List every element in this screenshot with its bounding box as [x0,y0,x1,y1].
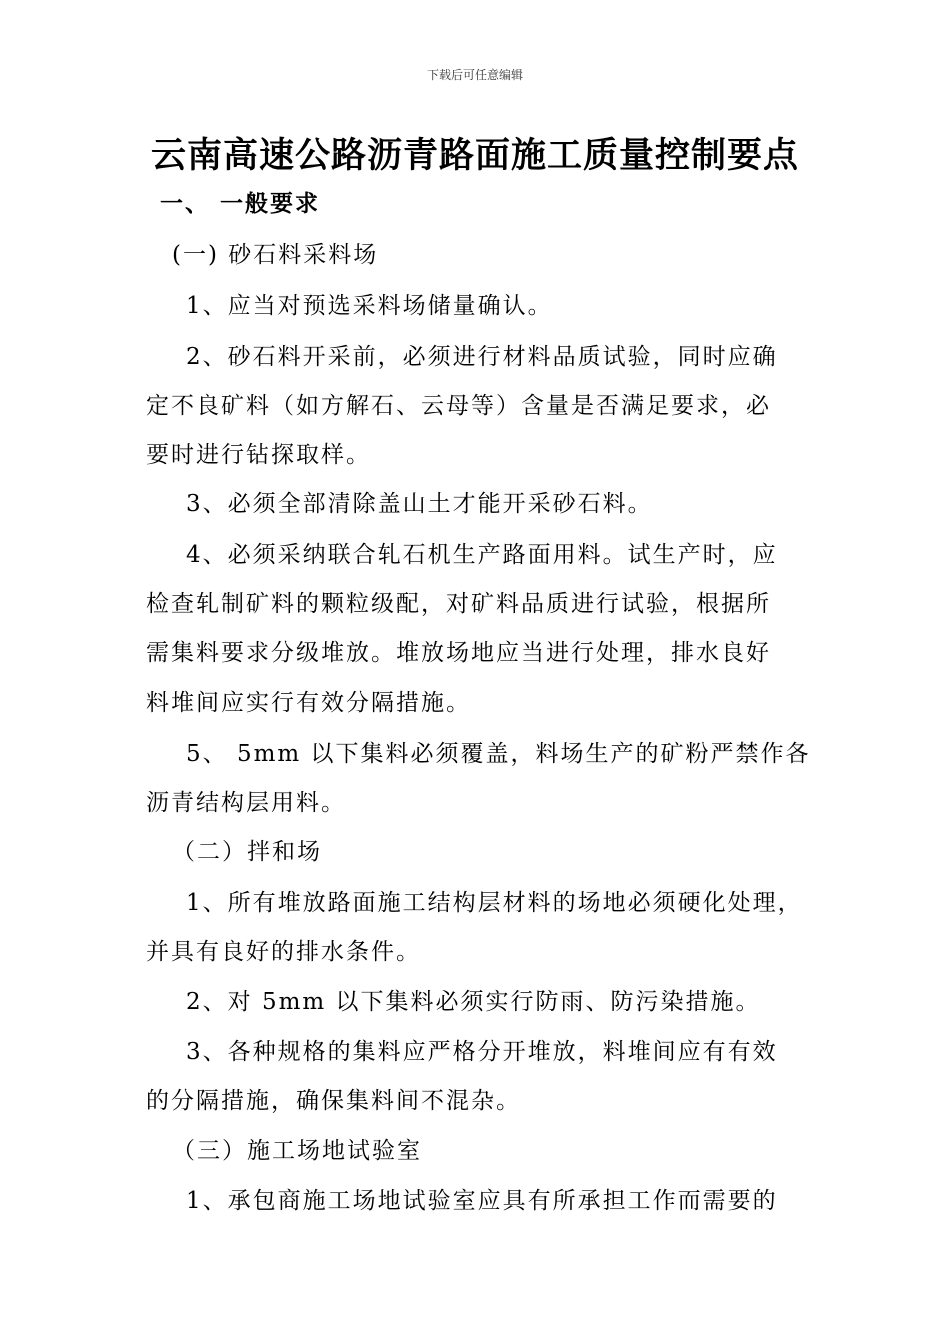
paragraph-line: 3、各种规格的集料应严格分开堆放，料堆间应有有效 [186,1039,778,1065]
section-heading-general-requirements: 一、 一般要求 [160,190,321,217]
paragraph-line: 1、应当对预选采料场储量确认。 [186,293,553,319]
paragraph-line: 的分隔措施，确保集料间不混杂。 [146,1088,521,1114]
paragraph-line: 1、所有堆放路面施工结构层材料的场地必须硬化处理， [186,890,803,916]
paragraph-line: 4、必须采纳联合轧石机生产路面用料。试生产时，应 [186,542,778,568]
header-note: 下载后可任意编辑 [426,68,523,82]
subsection-heading-site-laboratory: （三）施工场地试验室 [172,1138,422,1164]
subsection-heading-quarry: (一) 砂石料采料场 [172,242,379,268]
paragraph-line: 2、砂石料开采前，必须进行材料品质试验，同时应确 [186,344,778,370]
paragraph-line: 料堆间应实行有效分隔措施。 [146,690,471,716]
paragraph-line: 检查轧制矿料的颗粒级配，对矿料品质进行试验，根据所 [146,591,771,617]
paragraph-line: 沥青结构层用料。 [146,790,346,816]
paragraph-line: 要时进行钻探取样。 [146,442,371,468]
paragraph-line: 2、对 5mm 以下集料必须实行防雨、防污染措施。 [186,989,761,1015]
subsection-heading-mixing-plant: （二）拌和场 [172,839,322,865]
paragraph-line: 5、 5mm 以下集料必须覆盖，料场生产的矿粉严禁作各 [186,741,811,767]
paragraph-line: 定不良矿料（如方解石、云母等）含量是否满足要求，必 [146,393,771,419]
paragraph-line: 并具有良好的排水条件。 [146,939,421,965]
paragraph-line: 3、必须全部清除盖山土才能开采砂石料。 [186,491,653,517]
paragraph-line: 1、承包商施工场地试验室应具有所承担工作而需要的 [186,1188,778,1214]
paragraph-line: 需集料要求分级堆放。堆放场地应当进行处理，排水良好 [146,640,771,666]
document-title: 云南高速公路沥青路面施工质量控制要点 [150,135,799,176]
